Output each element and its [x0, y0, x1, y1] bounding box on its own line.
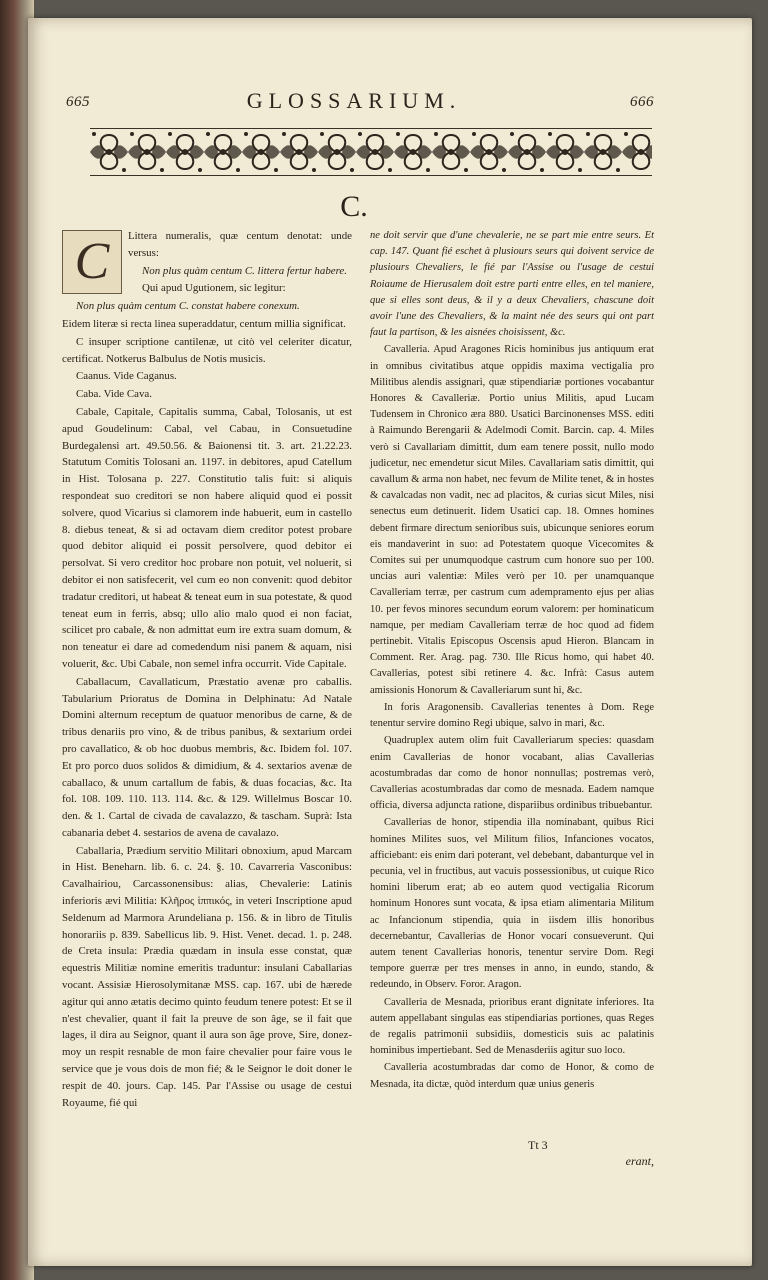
entry-paragraph: In foris Aragonensib. Cavallerias tenentes à Dom. Rege tenentur servire domino Regi ubique, salvo in mari, &c.	[370, 701, 654, 730]
entry-paragraph: Caballacum, Cavallaticum, Præstatio avenæ pro caballis. Tabularium Prioratus de Domina in Delphinatu: Ad Natale Domini alternum receptum de quatuor menoribus de carne, & de tribus denariis pro vino, & de tribus panibus, & sextarium ordei pro cavallatico, & ob hoc duobus membris, &c. Ibidem fol. 107. Et pro porco duos solidos & dimidium, & 4. sextarios avenæ de caballaco, & unum cartallum de fabis, & duas focacias, &c. Ita fol. 108. 109. 110. 113. 114. &c. & 129. Willelmus Boscar 10. den. & 1. Cartal de civada de cavalazzo, & tascham. Suprà: Ista cabanaria debet 4. sestarios de avena de cavalazo.	[62, 675, 352, 839]
right-column	[370, 228, 654, 1094]
section-letter: C.	[340, 190, 368, 223]
entry-paragraph: Caanus. Vide Caganus.	[76, 370, 177, 383]
verse-line: Non plus quàm centum C. constat habere conexum.	[76, 300, 300, 313]
entry-paragraph: Littera numeralis, quæ centum denotat: unde versus:	[128, 230, 352, 259]
signature-mark: Tt 3	[528, 1138, 548, 1152]
left-column	[62, 228, 352, 1112]
decorative-band-ornament	[90, 128, 652, 176]
page-number-right: 666	[630, 94, 654, 110]
page-number-left: 665	[66, 94, 90, 110]
entry-paragraph: Qui apud Ugutionem, sic legitur:	[142, 282, 286, 295]
entry-paragraph: Caba. Vide Cava.	[76, 388, 152, 401]
entry-paragraph: Caballaria, Prædium servitio Militari obnoxium, apud Marcam in Hist. Beneharn. lib. 6. c. 24. §. 10. Cavarreria Vasconibus: Cavalhairiou, Carcassonensibus: alias, Chevalerie: Latinis inferioris ævi Militia: Κλῆρος ἱππικός, in veteri Inscriptione apud Seldenum ad Marmora Arundeliana p. 156. & in libro de Titulis honorariis p. 839. Sabellicus lib. 9. Hist. Venet. decad. 1. p. 248. de Creta insula: Prædia quædam in insula esse constat, quæ equestris Militiæ nomine emeritis traduntur: insulani Caballarias vocant. Assisiæ Hierosolymitanæ MSS. cap. 167. ubi de hærede agitur qui anno ætatis decimo quinto feudum tenere potest: Et se il n'est chevalier, quant il fait la preuve de son âge, se il fait que lages, il dira au Seignor, quant il aura son âge prove, Sire, donez-moy un respit resnable de mon faire chevalier pour faire vous le service que je vous dois de mon fié; & le Seignor le doit doner le respit de 40. jours. Cap. 145. Par l'Assise ou usage de cestui Royaume, fié qui	[62, 844, 352, 1109]
entry-paragraph: ne doit servir que d'une chevalerie, ne se part mie entre seurs. Et cap. 147. Quant fié eschet à plusiours seurs qui doivent service de plusiours Chevaliers, le fié par l'Assise ou l'usage de cestui Roiaume de Hierusalem doit estre parti entre elles, en tel maniere, que si elles sont deus, & il y a deux Chevaliers, chascune doit avoir l'une des Chevaliers, & la maint née des seurs qui ont part faut la partison, & les aisnées choisissent, &c.	[370, 230, 654, 339]
entry-paragraph: Cavalleria de Mesnada, prioribus erant dignitate inferiores. Ita autem appellabant singulas eas stipendiarias portiones, quas Reges de regalis patrimonii subsidiis, domesticis suis ac palatinis hominibus impertiebant. Sed de Menasderiis agitur suo loco.	[370, 996, 654, 1057]
catchword: erant,	[625, 1154, 654, 1168]
verse-line: Non plus quàm centum C. littera fertur habere.	[142, 264, 347, 277]
entry-paragraph: Cavallerias de honor, stipendia illa nominabant, quibus Rici homines Milites suos, vel Militum filios, Infanciones vocatos, afficiebant: eis enim dari poterant, vel debebant, dabanturque vel in pecunia, vel in fructibus, aut vacuis possessionibus, ut cuique Rico homini liberum erat; ab eo autem quod vectigalia Ricorum hominum Honores sunt vocata, & ipsa etiam alimentaria Militum ac Infancionum stipendia, quia in iisdem illis honoribus decernebantur, Cavallerias de Honor vocari consueverunt. Qui autem tenent Cavallerias honoris, tenentur servire Dom. Regi tempore guerræ per tres menses in anno, in eundo, stando, & redeundo, in Observ. Foror. Aragon.	[370, 817, 654, 991]
ornament-pattern-icon	[90, 129, 652, 175]
dropcap-initial: C	[62, 230, 122, 294]
entry-paragraph: C insuper scriptione cantilenæ, ut citò vel celeriter dicatur, certificat. Notkerus Balbulus de Notis musicis.	[62, 335, 352, 365]
book-page	[28, 18, 752, 1266]
entry-paragraph: Quadruplex autem olim fuit Cavalleriarum species: quasdam enim Cavallerias de honor vocabant, alias Cavallerias acostumbradas dar como de honor nonnullas; postremas verò, Cavallerias acostumbradas dar como de mesnada. Eadem namque officia, diversa adjuncta ratione, dispariibus ordinibus tribuebantur.	[370, 735, 654, 812]
page-header	[56, 80, 652, 120]
entry-paragraph: Cavalleria acostumbradas dar como de Honor, & como de Mesnada, ita dictæ, quòd interdum quæ unius generis	[370, 1062, 654, 1090]
entry-paragraph: Eidem literæ si recta linea superaddatur, centum millia significat.	[62, 317, 346, 330]
running-title: GLOSSARIUM.	[246, 88, 462, 113]
entry-paragraph: Cavalleria. Apud Aragones Ricis hominibus jus antiquum erat in omnibus civitatibus atque oppidis maxima vectigalia pro Militibus alendis assignari, quæ stipendiariæ portiones vocabantur Honores & Cavalleriæ. Portio unius Militis, apud Lucam Tudensem in Chronico æra 880. Usatici Barcinonenses MSS. editi à Raimundo Berengarii & Adelmodi Comit. Barcin. cap. 4. Miles verò si Cavallariam dimittit, dum eam tenere possit, nullo modo judicetur, nec emendetur sicut Miles. Cavallariam satis dimittit, qui cavallum & arma non habet, nec fevum de Milite tenet, & in hostes & cavalcadas non vadit, nec ad placitos, & curias sicut Miles, nisi senectus eum detinuerit. Iidem Usatici cap. 18. Omnes homines debent firmare directum senioribus suis, ubicunque seniores eorum eis mandaverint in suo: ad Potestatem quoque Vicecomites & Comites sui per unumquodque castrum cum honore suo per 100. uncias auri valentiæ: Miles verò per 10. per unamquanque Cavalleriam terræ, per castrum cum adempramento ejus per alias 10. per fevos minores secundum eorum valorem: per hominaticum namque, per mediam Cavalleriam terræ de hoc quod ad fidem pertinebit. Vitalis Episcopus Oscensis apud Hieron. Blancam in Comment. Rer. Arag. pag. 730. Ille Ricus homo, qui habet 40. Cavallerias, potest sibi retinere 4. &c. Infrà: Casus autem amissionis Honorum & Cavalleriarum sunt hi, &c.	[370, 344, 654, 696]
entry-paragraph: Cabale, Capitale, Capitalis summa, Cabal, Tolosanis, ut est apud Goudelinum: Cabal, vel Cabau, in Consuetudine Burdegalensi art. 49.50.56. & Baionensi tit. 3. art. 21.22.23. Statutum Comitis Tolosani an. 1197. in debitores, apud Catellum in Hist. Tolosana p. 227. Constitutio talis fuit: si aliquis respondeat suo creditori se non habere aliquid quod ei possit solvere, quod Vicarius si clamorem inde habuerit, eum in castello 8. diebus teneat, & si ad octavam diem creditor potest probare quod debitor aliquid ei possit persolvere, quod debitor ei persolvat. Si vero creditor hoc probare non potuit, vel noluerit, si debitor ei non satisfecerit, vel cum eo non convenit: quod debitor tradatur creditori, ut habeat & teneat eum in sua potestate, & quod teneat eum in ferris, absq; ullo alio malo quod ei non faciat, scilicet pro cabale, & non admittat eum ire extra suam domum, & non teneatur ei dare ad comedendum nisi panem & aquam, nisi voluerit, &c. Ubi Cabale, non semel infra occurrit. Vide Capitale.	[62, 405, 352, 670]
